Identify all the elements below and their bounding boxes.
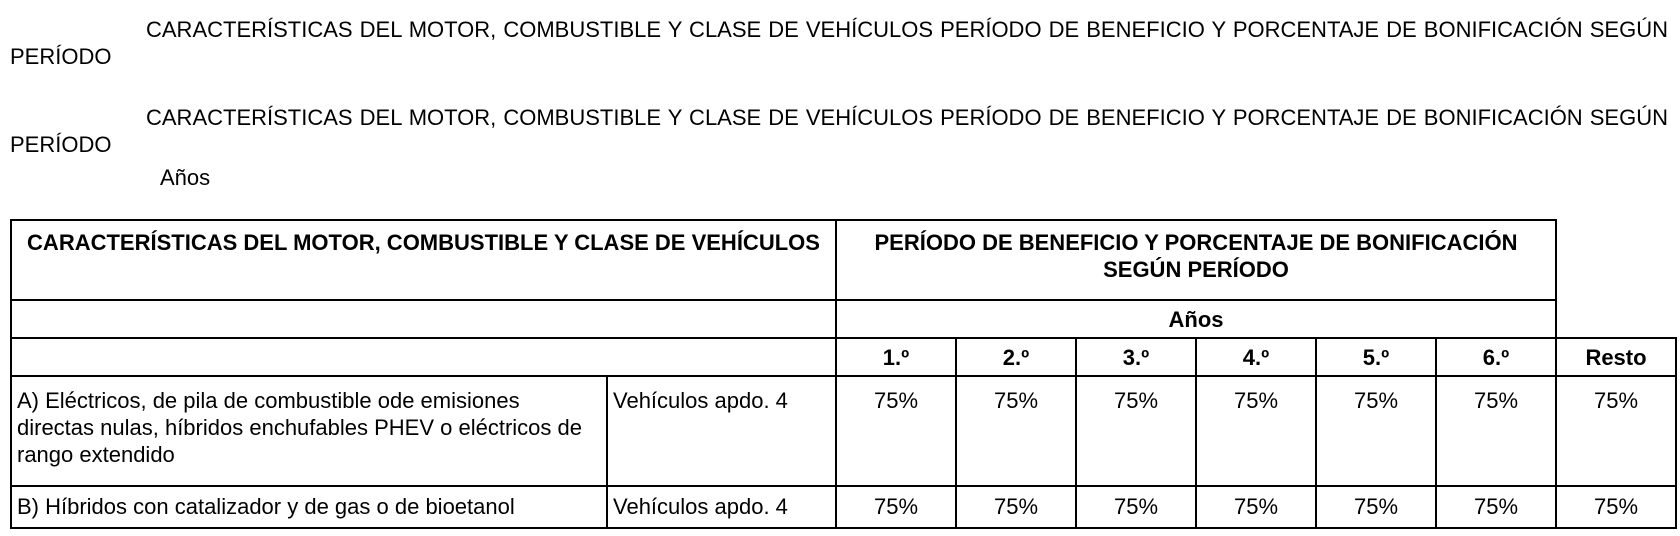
row-value: 75% (1076, 486, 1196, 528)
table-header-row (11, 220, 1676, 300)
header-characteristics: CARACTERÍSTICAS DEL MOTOR, COMBUSTIBLE Y CLASE DE VEHÍCULOS (11, 220, 836, 300)
header-years: Años (836, 300, 1556, 338)
intro-paragraph-2: CARACTERÍSTICAS DEL MOTOR, COMBUSTIBLE Y CLASE DE VEHÍCULOS PERÍODO DE BENEFICIO Y PORCENTAJE DE BONIFICACIÓN SEGÚN PERÍODO (10, 105, 1668, 157)
empty-corner (1556, 220, 1676, 300)
row-value: 75% (956, 486, 1076, 528)
table-years-row (11, 300, 1676, 338)
year-col-rest: Resto (1556, 338, 1676, 376)
row-value: 75% (1316, 486, 1436, 528)
year-col-4: 4.º (1196, 338, 1316, 376)
row-value: 75% (1556, 376, 1676, 486)
row-description: B) Híbridos con catalizador y de gas o de bioetanol (11, 486, 607, 528)
row-vehicle-type: Vehículos apdo. 4 (607, 376, 836, 486)
row-value: 75% (1556, 486, 1676, 528)
row-value: 75% (956, 376, 1076, 486)
year-col-3: 3.º (1076, 338, 1196, 376)
empty-corner (1556, 300, 1676, 338)
year-col-5: 5.º (1316, 338, 1436, 376)
header-benefit-period: PERÍODO DE BENEFICIO Y PORCENTAJE DE BONIFICACIÓN SEGÚN PERÍODO (836, 220, 1556, 300)
year-col-1: 1.º (836, 338, 956, 376)
empty-cell (11, 338, 836, 376)
table-row (11, 486, 1676, 528)
row-value: 75% (836, 376, 956, 486)
table-row (11, 376, 1676, 486)
years-caption: Años (160, 165, 211, 190)
row-value: 75% (836, 486, 956, 528)
row-vehicle-type: Vehículos apdo. 4 (607, 486, 836, 528)
empty-cell (11, 300, 836, 338)
year-col-2: 2.º (956, 338, 1076, 376)
row-value: 75% (1196, 376, 1316, 486)
table-year-columns-row (11, 338, 1676, 376)
row-value: 75% (1436, 376, 1556, 486)
year-col-6: 6.º (1436, 338, 1556, 376)
row-value: 75% (1436, 486, 1556, 528)
row-value: 75% (1076, 376, 1196, 486)
bonus-table (10, 219, 1677, 529)
row-value: 75% (1316, 376, 1436, 486)
row-value: 75% (1196, 486, 1316, 528)
row-description: A) Eléctricos, de pila de combustible ode emisiones directas nulas, híbridos enchufables PHEV o eléctricos de rango extendido (11, 376, 607, 486)
intro-paragraph-1: CARACTERÍSTICAS DEL MOTOR, COMBUSTIBLE Y CLASE DE VEHÍCULOS PERÍODO DE BENEFICIO Y PORCENTAJE DE BONIFICACIÓN SEGÚN PERÍODO (10, 17, 1668, 69)
